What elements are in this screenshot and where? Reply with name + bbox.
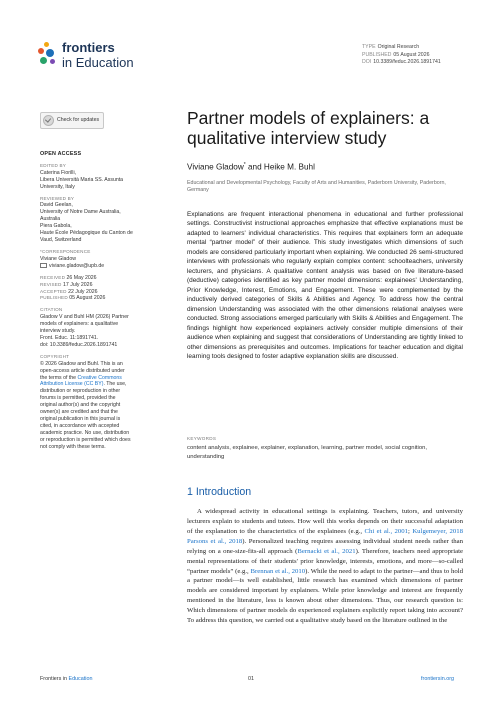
reviewed-by-section xyxy=(40,196,154,244)
revised-date: 17 July 2026 xyxy=(63,281,93,288)
body-text: A widespread activity in educational settings is explaining. Teachers, tutors, and university lecturers explain to students and tutees. How well this works depends on their successful adaptation of the explanation to the characteristics of the explainees (e.g., xyxy=(187,508,463,535)
cc-license-link[interactable]: Attribution License (CC BY) xyxy=(40,381,104,388)
dates-section xyxy=(40,275,154,303)
logo-mark-icon xyxy=(38,42,58,68)
check-updates-label: Check for updates xyxy=(57,117,100,124)
copyright-label: COPYRIGHT xyxy=(40,353,70,359)
copyright-section xyxy=(40,354,154,451)
copyright-line: academic practice. No use, distribution xyxy=(40,429,130,436)
introduction-paragraph xyxy=(187,507,463,626)
type-value: Original Research xyxy=(377,44,420,50)
edited-by-section xyxy=(40,163,154,191)
article-title: Partner models of explainers: a qualitative interview study xyxy=(187,108,430,148)
copyright-line: original publication in this journal is xyxy=(40,415,121,422)
copyright-line: owner(s) are credited and that the xyxy=(40,409,118,416)
copyright-line: original author(s) and the copyright xyxy=(40,402,121,409)
accepted-date: 22 July 2026 xyxy=(68,288,98,295)
reviewed-by-label: REVIEWED BY xyxy=(40,195,75,201)
doi-label: DOI xyxy=(362,59,372,65)
email-icon xyxy=(40,263,47,269)
check-updates-icon xyxy=(43,115,54,126)
accepted-label: ACCEPTED xyxy=(40,288,67,294)
published-date: 05 August 2026 xyxy=(69,295,106,302)
citation-link[interactable]: Brennan et al., 2010 xyxy=(250,567,306,575)
editor-line: Libera Università Maria SS. Assunta xyxy=(40,176,124,183)
reviewer-line: Piera Gabola, xyxy=(40,223,72,230)
abstract: Explanations are frequent interactional phenomena in educational and further professional settings. Constructivist instructional approaches emphasize that effective explanations must be adapted to learners' individual characteristics. This requires that explainers form an adequate mental “partner model” of their audience. This study investigates which dimensions of such models are considered particularly important when explaining. We conducted 26 semi-structured interviews with professionals who regularly explain complex content: schoolteachers, university lecturers, and physicians. A qualitative content analysis was based on five literature-based (deductive) categories identified as key partner model dimensions: explainees' Understanding, Prior Knowledge, Interest, Emotions, and Engagement. These were complemented by the inductively derived categories of Skills & Abilities and Agency. To address how the central dimension Understanding was associated with the other dimensions relational analyses were conducted. Strong associations emerged particularly with Skills & Abilities and Engagement. The findings highlight how experienced explainers actively consider multiple dimensions of their audience when explaining and suggest that considerations of Understanding are tightly linked to other dimensions as prerequisites and outcomes. Implications for teacher education and digital learning tools designed to foster adaptive explanation skills are discussed. xyxy=(187,211,463,361)
editor-line: Caterina Fiorilli, xyxy=(40,169,77,176)
copyright-line: open-access article distributed under xyxy=(40,367,125,374)
reviewer-line: David Geelan, xyxy=(40,202,73,209)
sidebar xyxy=(40,112,154,450)
section-heading: 1 Introduction xyxy=(187,486,252,498)
citation-link[interactable]: Chi et al., 2001 xyxy=(364,527,409,535)
copyright-line: forums is permitted, provided the xyxy=(40,395,116,402)
body-text: ; xyxy=(408,527,413,535)
citation-line: models of explainers: a qualitative xyxy=(40,321,119,328)
received-date: 26 May 2026 xyxy=(66,274,97,281)
keywords-label: KEYWORDS xyxy=(187,436,217,441)
published-label: PUBLISHED xyxy=(40,295,68,301)
citation-link[interactable]: Parsons et al., 2018 xyxy=(187,537,243,545)
copyright-line: the terms of the xyxy=(40,374,78,381)
page-number: 01 xyxy=(248,676,254,682)
author-name[interactable]: Heike M. Buhl xyxy=(263,162,315,172)
author-name[interactable]: Viviane Gladow xyxy=(187,162,244,172)
cc-license-link[interactable]: Creative Commons xyxy=(77,374,122,381)
logo-subtitle: in Education xyxy=(62,55,134,70)
body-text: ). Therefore, teachers need appropriate mental representations of their students' prior knowledge, interests, emotions, and more—so-called “partner models” (e.g., xyxy=(187,547,463,575)
type-label: TYPE xyxy=(362,44,376,50)
footer-journal-prefix: Frontiers in xyxy=(40,676,69,682)
check-for-updates-button[interactable] xyxy=(40,112,104,129)
body-text: ). Personalized teaching requires assessing individual student needs rather than relying on a one-size-fits-all approach ( xyxy=(187,537,463,555)
site-link[interactable]: frontiersin.org xyxy=(421,676,454,682)
copyright-line: cited, in accordance with accepted xyxy=(40,422,120,429)
citation-line: interview study. xyxy=(40,328,76,335)
author-separator: and xyxy=(245,162,264,172)
citation-link[interactable]: Kulgemeyer, 2018 xyxy=(412,527,463,535)
body-text: ). While the need to adapt to the partner—and thus to hold a partner model—is well established, little research has examined which dimensions of partner models are considered important by explainers. While prior knowledge and interest are frequently mentioned in the literature, less is known about other dimensions. Thus, our research question is: Which dimensions of partner models do experienced explainers explicitly report taking into account? To address this question, we carried out a qualitative study based on the literature outlined in the xyxy=(187,567,463,625)
author-list xyxy=(187,162,315,172)
published-label: PUBLISHED xyxy=(362,51,392,58)
revised-label: REVISED xyxy=(40,281,62,287)
citation-section xyxy=(40,307,154,348)
reviewer-line: Australia xyxy=(40,216,61,223)
reviewer-line: Haute École Pédagogique du Canton de xyxy=(40,230,133,237)
correspondence-section xyxy=(40,249,154,270)
edited-by-label: EDITED BY xyxy=(40,162,67,168)
correspondence-email[interactable]: viviane.gladow@upb.de xyxy=(49,262,105,269)
received-label: RECEIVED xyxy=(40,274,66,280)
copyright-line: distribution or reproduction in other xyxy=(40,388,121,395)
affiliation: Educational and Developmental Psychology, Faculty of Arts and Humanities, Paderborn University, Paderborn, Germany xyxy=(187,180,446,193)
citation-line: Gladow V and Buhl HM (2026) Partner xyxy=(40,314,129,321)
journal-logo[interactable] xyxy=(38,40,178,76)
editor-line: University, Italy xyxy=(40,183,75,190)
logo-name: frontiers xyxy=(62,40,115,55)
keywords: content analysis, explainee, explainer, explanation, learning, partner model, social cognition, understanding xyxy=(187,445,428,460)
corresponding-mark: * xyxy=(243,162,246,168)
citation-label: CITATION xyxy=(40,307,63,313)
reviewer-line: University of Notre Dame Australia, xyxy=(40,209,121,216)
copyright-line: . The use, xyxy=(103,381,127,388)
citation-line: doi: 10.3389/feduc.2026.1891741 xyxy=(40,341,118,348)
published-value: 05 August 2026 xyxy=(393,51,430,58)
article-meta xyxy=(362,44,441,67)
footer-journal[interactable] xyxy=(40,676,92,682)
copyright-line: or reproduction is permitted which does xyxy=(40,436,131,443)
reviewer-line: Vaud, Switzerland xyxy=(40,236,82,243)
footer-journal-name: Education xyxy=(68,676,93,682)
citation-line: Front. Educ. 11:1891741. xyxy=(40,334,99,341)
correspondence-label: *CORRESPONDENCE xyxy=(40,248,91,254)
citation-link[interactable]: Bernacki et al., 2021 xyxy=(297,547,356,555)
copyright-line: not comply with these terms. xyxy=(40,443,106,450)
copyright-line: © 2026 Gladow and Buhl. This is an xyxy=(40,360,123,367)
correspondence-name: Viviane Gladow xyxy=(40,255,76,262)
open-access-label: OPEN ACCESS xyxy=(40,151,82,157)
doi-value[interactable]: 10.3389/feduc.2026.1891741 xyxy=(373,59,441,65)
